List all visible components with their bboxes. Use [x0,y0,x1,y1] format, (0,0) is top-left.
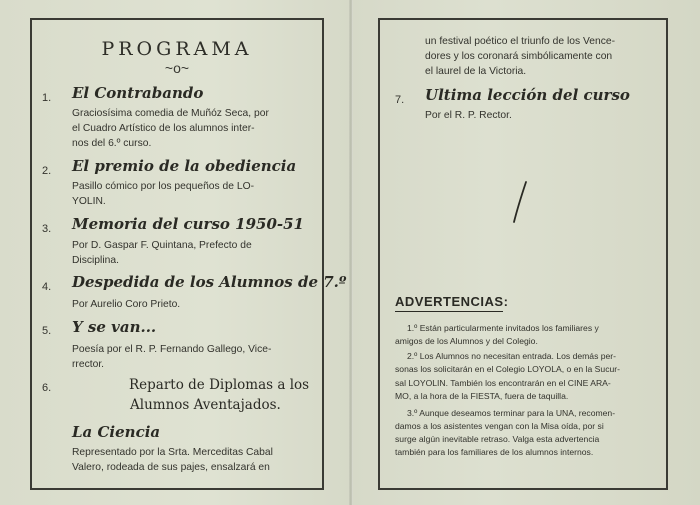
item-desc-line: Disciplina. [72,255,119,266]
item-number: 4. [42,281,52,293]
advertencia-line: 3.º Aunque deseamos terminar para la UNA, recomen- [407,408,616,418]
item-desc-line: Graciosísima comedia de Muñóz Seca, por [72,108,269,119]
item-title: Memoria del curso 1950-51 [72,215,304,233]
item-title: Despedida de los Alumnos de 7.º [72,273,347,291]
item-title: La Ciencia [72,423,161,441]
item-desc-line: Representado por la Srta. Merceditas Cabal [72,447,273,458]
item-title: El premio de la obediencia [72,157,297,175]
continuation-line: un festival poético el triunfo de los Vence- [425,36,616,47]
item-desc-line: Pasillo cómico por los pequeños de LO- [72,181,255,192]
item-desc-line: rrector. [72,359,105,370]
advertencia-line: también para los familiares de los alumnos internos. [395,447,594,457]
advertencia-line: 1.º Están particularmente invitados los familiares y [407,323,599,333]
advertencia-line: surge algún inevitable retraso. Valga esta advertencia [395,434,600,444]
item-number: 2. [42,165,52,177]
item-desc-line: Por D. Gaspar F. Quintana, Prefecto de [72,240,252,251]
center-fold [349,0,353,505]
advertencia-line: 2.º Los Alumnos no necesitan entrada. Los demás per- [407,351,617,361]
item-desc-line: nos del 6.º curso. [72,138,152,149]
item-title: El Contrabando [72,84,204,102]
item-desc-line: Por el R. P. Rector. [425,110,512,121]
item-title-line: Alumnos Aventajados. [130,397,281,413]
advertencia-line: amigos de los Alumnos y del Colegio. [395,336,538,346]
continuation-line: el laurel de la Victoria. [425,66,527,77]
item-number: 1. [42,92,52,104]
advertencias-heading: ADVERTENCIAS: [395,294,509,309]
item-number: 7. [395,94,405,106]
program-title: PROGRAMA [101,38,253,60]
advertencia-line: MO, a la hora de la FIESTA, fuera de taquilla. [395,391,569,401]
continuation-line: dores y los coronará simbólicamente con [425,51,613,62]
advertencia-line: damos a los asistentes vengan con la Misa oída, por si [395,421,604,431]
item-desc-line: Poesía por el R. P. Fernando Gallego, Vice- [72,344,272,355]
title-ornament: ~o~ [164,60,190,76]
item-number: 3. [42,223,52,235]
item-title: Y se van... [72,318,157,336]
item-title-line: Reparto de Diplomas a los [129,377,310,393]
item-desc-line: Por Aurelio Coro Prieto. [72,299,181,310]
advertencia-line: sonas los solicitarán en el Colegio LOYOLA, o en la Sucur- [395,364,620,374]
item-number: 6. [42,382,52,394]
pen-stroke-mark [510,180,530,224]
item-desc-line: YOLIN. [72,196,106,207]
item-number: 5. [42,325,52,337]
item-title: Ultima lección del curso [425,86,630,104]
heading-underline [395,311,503,312]
item-desc-line: el Cuadro Artístico de los alumnos inter- [72,123,255,134]
advertencia-line: sal LOYOLIN. También los encontrarán en el CINE ARA- [395,378,611,388]
item-desc-line: Valero, rodeada de sus pajes, ensalzará en [72,462,270,473]
